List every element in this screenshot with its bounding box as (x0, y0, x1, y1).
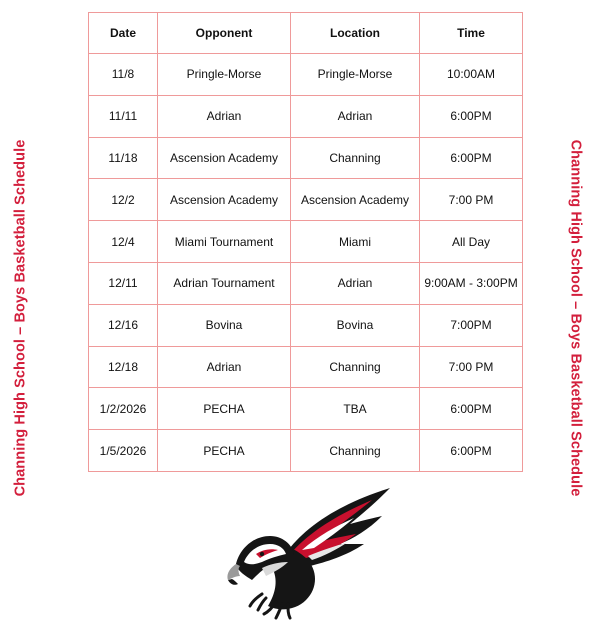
cell-time: 10:00AM (420, 54, 523, 96)
header-opponent: Opponent (158, 13, 291, 54)
cell-opponent: PECHA (158, 388, 291, 430)
cell-location: Channing (291, 346, 420, 388)
table-row (89, 95, 523, 137)
cell-location: TBA (291, 388, 420, 430)
table-row (89, 221, 523, 263)
cell-date: 11/11 (89, 95, 158, 137)
table-row (89, 262, 523, 304)
cell-opponent: Miami Tournament (158, 221, 291, 263)
table-row (89, 179, 523, 221)
cell-time: 6:00PM (420, 95, 523, 137)
cell-time: 6:00PM (420, 137, 523, 179)
cell-time: 7:00 PM (420, 179, 523, 221)
table-row (89, 346, 523, 388)
cell-time: All Day (420, 221, 523, 263)
cell-location: Adrian (291, 262, 420, 304)
cell-time: 7:00PM (420, 304, 523, 346)
side-title-left (0, 0, 40, 635)
side-title-right (555, 0, 595, 635)
table-header-row (89, 13, 523, 54)
side-title-left-text: Channing High School – Boys Basketball Schedule (12, 139, 29, 496)
cell-time: 9:00AM - 3:00PM (420, 262, 523, 304)
cell-opponent: Adrian (158, 95, 291, 137)
header-time: Time (420, 13, 523, 54)
table-row (89, 304, 523, 346)
cell-date: 12/16 (89, 304, 158, 346)
cell-date: 12/2 (89, 179, 158, 221)
table-row (89, 388, 523, 430)
cell-date: 12/4 (89, 221, 158, 263)
cell-date: 12/11 (89, 262, 158, 304)
side-title-right-text: Channing High School – Boys Basketball Schedule (567, 139, 584, 496)
cell-opponent: Pringle-Morse (158, 54, 291, 96)
cell-location: Adrian (291, 95, 420, 137)
cell-date: 11/18 (89, 137, 158, 179)
cell-location: Channing (291, 430, 420, 472)
cell-opponent: PECHA (158, 430, 291, 472)
header-location: Location (291, 13, 420, 54)
cell-date: 12/18 (89, 346, 158, 388)
cell-time: 6:00PM (420, 388, 523, 430)
header-date: Date (89, 13, 158, 54)
table-row (89, 430, 523, 472)
cell-opponent: Adrian (158, 346, 291, 388)
cell-opponent: Ascension Academy (158, 137, 291, 179)
cell-location: Miami (291, 221, 420, 263)
cell-location: Channing (291, 137, 420, 179)
schedule-table (88, 12, 523, 472)
cell-opponent: Bovina (158, 304, 291, 346)
cell-location: Pringle-Morse (291, 54, 420, 96)
eagle-mascot-icon (222, 484, 394, 624)
cell-opponent: Ascension Academy (158, 179, 291, 221)
cell-date: 11/8 (89, 54, 158, 96)
cell-time: 6:00PM (420, 430, 523, 472)
cell-opponent: Adrian Tournament (158, 262, 291, 304)
cell-location: Ascension Academy (291, 179, 420, 221)
cell-time: 7:00 PM (420, 346, 523, 388)
table-row (89, 137, 523, 179)
table-row (89, 54, 523, 96)
cell-location: Bovina (291, 304, 420, 346)
cell-date: 1/2/2026 (89, 388, 158, 430)
cell-date: 1/5/2026 (89, 430, 158, 472)
